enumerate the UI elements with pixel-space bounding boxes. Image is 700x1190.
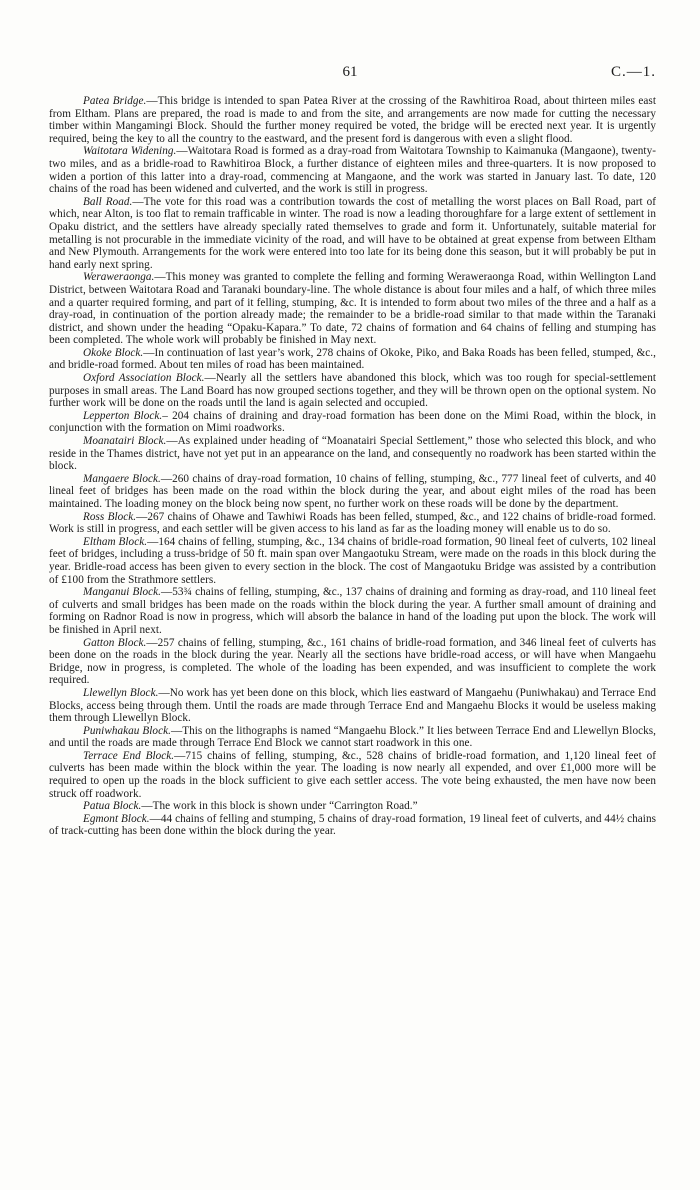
paragraph [49,511,656,536]
paragraph [49,687,656,725]
paragraph-text: —53¾ chains of felling, stumping, &c., 137 chains of draining and forming as dray-road, and 110 lineal feet of culverts and small bridges has been made on the roads within the block during the year. A further small amount of draining and forming on Radnor Road is now in progress, which will absorb the balance in hand of the loading put upon the block. The work will be finished in April next. [49,586,656,636]
paragraph-heading: Lepperton Block. [83,409,163,422]
paragraph [49,372,656,410]
paragraph-text: —As explained under heading of “Moanatairi Special Settlement,” those who selected this block, and who reside in the Thames district, have not yet put in an appearance on the land, and consequently no roadwork has been started within the block. [49,435,656,473]
page-number: 61 [342,64,358,80]
paragraph-text: —This on the lithographs is named “Mangaehu Block.” It lies between Terrace End and Llewellyn Blocks, and until the roads are made through Terrace End Block we cannot start roadwork in this one. [49,724,656,750]
paragraph-text: —260 chains of dray-road formation, 10 chains of felling, stumping, &c., 777 lineal feet of culverts, and 40 lineal feet of bridges has been made on the road within the block during the year, and about eight miles of the road has been maintained. The loading money on the block being now spent, no further work on these roads will be done by the department. [49,472,656,510]
paragraph-heading: Egmont Block. [83,812,150,825]
paragraph [49,145,656,195]
paragraph [49,637,656,687]
paragraph-heading: Patua Block. [83,800,142,813]
paragraph [49,410,656,435]
paragraph [49,435,656,473]
paragraph-text: – 204 chains of draining and dray-road formation has been done on the Mimi Road, within the block, in conjunction with the formation on Mimi roadworks. [49,409,656,435]
paragraph-text: —Waitotara Road is formed as a dray-road from Waitotara Township to Kaimanuka (Mangaone), twenty-two miles, and as a bridle-road to Rawhitiroa Block, a further distance of eighteen miles and three-quarters. It is now proposed to widen a portion of this latter into a dray-road, commencing at Mangaone, and the work was started in January last. To date, 120 chains of the road has been widened and culverted, and the work is still in progress. [49,145,656,196]
paragraph [49,95,656,145]
paragraph-heading: Ball Road. [83,195,133,208]
paragraph-heading: Weraweraonga. [83,271,155,284]
paragraph [49,473,656,511]
paragraph-heading: Terrace End Block. [83,749,175,762]
document-reference: C.—1. [610,64,656,80]
paragraph-text: —The vote for this road was a contribution towards the cost of metalling the worst places on Ball Road, part of which, near Alton, is too flat to remain trafficable in winter. The road is now a leading thoroughfare for a large extent of settlement in Opaku district, and the settlers have already specially rated themselves to grade and form it. Unfortunately, suitable material for metalling is not procurable in the immediate vicinity of the road, and will have to be obtained at great expense from between Eltham and New Plymouth. Arrangements for the work were entered into too late for its being done this season, but it will probably be put in hand early next spring. [49,195,656,271]
paragraph-text: —The work in this block is shown under “Carrington Road.” [141,800,418,813]
paragraph-heading: Oxford Association Block. [83,372,205,385]
paragraph [49,800,656,813]
paragraph-text: —No work has yet been done on this block, which lies eastward of Mangaehu (Puniwhakau) and Terrace End Blocks, access being through them. Until the roads are made through Terrace End and Mangaehu Blocks it would be useless making them through Llewellyn Block. [49,686,656,725]
paragraph-text: —257 chains of felling, stumping, &c., 161 chains of bridle-road formation, and 346 lineal feet of culverts has been done on the roads in the block during the year. Nearly all the sections have bridle-road access, or will have when Mangaehu Bridge, now in progress, is completed. The whole of the loading has been expended, and was insufficient to complete the work required. [49,636,656,687]
paragraph-heading: Patea Bridge. [83,95,147,107]
paragraph [49,271,656,347]
paragraph [49,750,656,800]
paragraph-heading: Mangaere Block. [83,472,161,485]
paragraph-heading: Puniwhakau Block. [83,724,171,737]
paragraph [49,196,656,272]
paragraph-text: —267 chains of Ohawe and Tawhiwi Roads has been felled, stumped, &c., and 122 chains of bridle-road formed. Work is still in progress, and each settler will be given access to his land as far as the loading money will enable us to do so. [49,510,656,536]
paragraph-heading: Gatton Block. [83,636,147,649]
paragraph-heading: Waitotara Widening. [83,145,177,158]
paragraph-heading: Eltham Block. [83,535,148,548]
paragraph-heading: Ross Block. [83,510,137,523]
paragraph [49,725,656,750]
paragraph-heading: Llewellyn Block. [83,686,159,699]
paragraph-heading: Manganui Block. [83,586,162,599]
document-body [49,95,656,838]
paragraph-heading: Okoke Block. [83,346,144,359]
paragraph-text: —In continuation of last year’s work, 278 chains of Okoke, Piko, and Baka Roads has been felled, stumped, &c., and bridle-road formed. About ten miles of road has been maintained. [49,346,657,372]
paragraph [49,813,656,838]
paragraph-heading: Moanatairi Block. [83,435,167,448]
paragraph [49,586,656,636]
paragraph [49,347,656,372]
paragraph-text: —715 chains of felling, stumping, &c., 528 chains of bridle-road formation, and 1,120 lineal feet of culverts has been made within the block within the year. The loading is now nearly all expended, and over £1,000 more will be required to open up the roads in the block sufficient to give each settler access. The vote being exhausted, the men have now been struck off roadwork. [49,749,656,800]
paragraph-text: —Nearly all the settlers have abandoned this block, which was too rough for special-settlement purposes in small areas. The Land Board has now grouped sections together, and they will be thrown open on the optional system. No further work will be done on the roads until the land is again selected and occupied. [49,372,657,410]
paragraph-text: —164 chains of felling, stumping, &c., 134 chains of bridle-road formation, 90 lineal feet of culverts, 102 lineal feet of bridges, including a truss-bridge of 50 ft. main span over Mangaotuku Stream, were made on the roads in this block during the year. Bridle-road access has been given to every section in the block. The cost of Mangaotuku Bridge was assisted by a contribution of £100 from the Strathmore settlers. [49,535,656,586]
paragraph [49,536,656,586]
paragraph-text: —44 chains of felling and stumping, 5 chains of dray-road formation, 19 lineal feet of culverts, and 44½ chains of track-cutting has been done within the block during the year. [49,812,656,838]
paragraph-text: —This bridge is intended to span Patea River at the crossing of the Rawhitiroa Road, about thirteen miles east from Eltham. Plans are prepared, the road is made to and from the site, and arrangements are now made for cutting the necessary timber within Mangamingi Block. Should the further money required be voted, the bridge will be erected next year. It is urgently required, being the key to all the country to the eastward, and the present ford is dangerous with even a slight flood. [49,95,656,145]
paragraph-text: —This money was granted to complete the felling and forming Weraweraonga Road, within Wellington Land District, between Waitotara Road and Taranaki boundary-line. The whole distance is about four miles and a half, of which three miles and a quarter required forming, and part of it felling, stumping, &c. It is intended to form about two miles of the three and a half as a dray-road, in continuation of the portion already made; the remainder to be a bridle-road similar to that made within the Taranaki district, and shown under the heading “Opaku-Kapara.” To date, 72 chains of formation and 64 chains of felling and stumping has been completed. The whole work will probably be finished in May next. [49,271,656,347]
